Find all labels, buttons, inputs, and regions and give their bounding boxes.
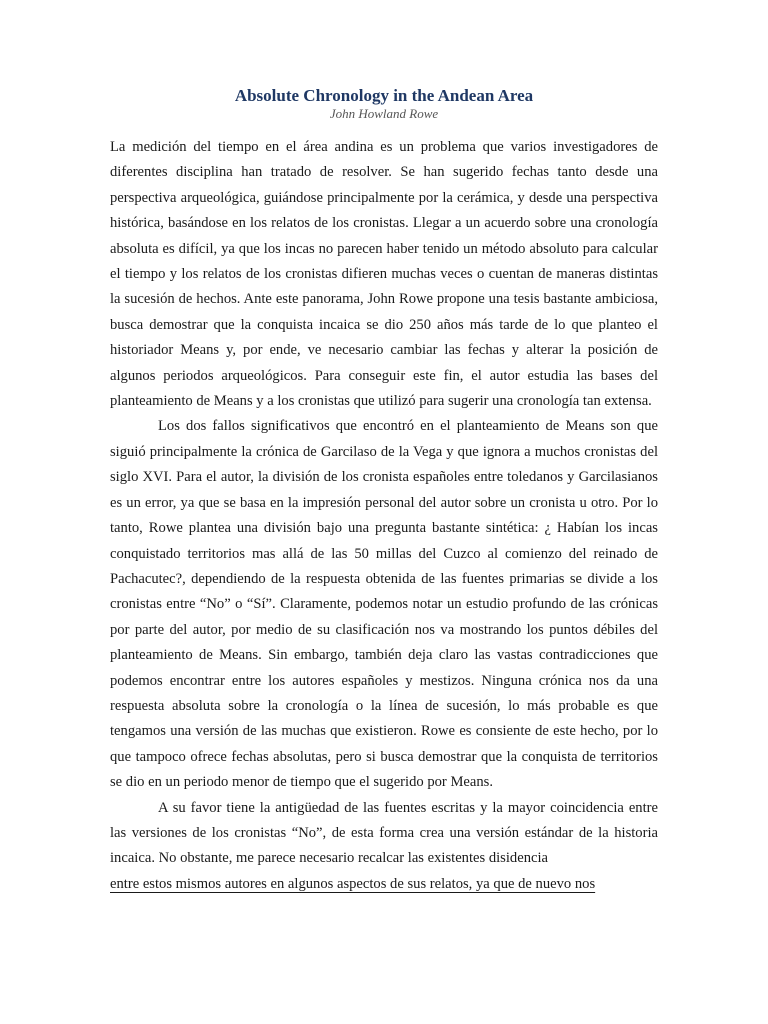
document-title: Absolute Chronology in the Andean Area — [234, 86, 534, 105]
paragraph-1: La medición del tiempo en el área andina es un problema que varios investigadores de diferentes disciplina han tratado de resolver. Se han sugerido fechas tanto desde una perspectiva arqueológica, guiándose principalmente por la cerámica, y desde una perspectiva histórica, basándose en los relatos de los cronistas. Llegar a un acuerdo sobre una cronología absoluta es difícil, ya que los incas no parecen haber tenido un método absoluto para calcular el tiempo y los relatos de los cronistas difieren muchas veces o cuentan de maneras distintas la sucesión de hechos. Ante este panorama, John Rowe propone una tesis bastante ambiciosa, busca demostrar que la conquista incaica se dio 250 años más tarde de lo que planteo el historiador Means y, por ende, ve necesario cambiar las fechas y alterar la posición de algunos periodos arqueológicos. Para conseguir este fin, el autor estudia las bases del planteamiento de Means y a los cronistas que utilizó para sugerir una cronología tan extensa. — [110, 139, 658, 410]
paragraph-2: Los dos fallos significativos que encontró en el planteamiento de Means son que siguió principalmente la crónica de Garcilaso de la Vega y que ignora a muchos cronistas del siglo XVI. Para el autor, la división de los cronista españoles entre toledanos y Garcilasianos es un error, ya que se basa en la impresión personal del autor sobre un cronista u otro. Por lo tanto, Rowe plantea una división bajo una pregunta bastante sintética: ¿ Habían los incas conquistado territorios mas allá de las 50 millas del Cuzco al comienzo del reinado de Pachacutec?, dependiendo de la respuesta obtenida de las fuentes primarias se divide a los cronistas entre “No” o “Sí”. Claramente, podemos notar un estudio profundo de las crónicas por parte del autor, por medio de su clasificación nos va mostrando los puntos débiles del planteamiento de Means. Sin embargo, también deja claro las vastas contradicciones que podemos encontrar entre los autores españoles y mestizos. Ninguna crónica nos da una respuesta absoluta sobre la cronología o la línea de sucesión, lo más probable es que tengamos una versión de las muchas que existieron. Rowe es consiente de este hecho, por lo que tampoco ofrece fechas absolutas, pero si busca demostrar que la conquista de territorios se dio en un periodo menor de tiempo que el sugerido por Means. — [110, 418, 658, 791]
document-body — [110, 135, 658, 897]
paragraph-3-continuation: entre estos mismos autores en algunos aspectos de sus relatos, ya que de nuevo nos — [110, 875, 596, 892]
document-author: John Howland Rowe — [329, 106, 439, 121]
paragraph-3: A su favor tiene la antigüedad de las fuentes escritas y la mayor coincidencia entre las versiones de los cronistas “No”, de esta forma crea una versión estándar de la historia incaica. No obstante, me parece necesario recalcar las existentes disidencia — [110, 799, 658, 867]
document-page — [110, 86, 658, 897]
